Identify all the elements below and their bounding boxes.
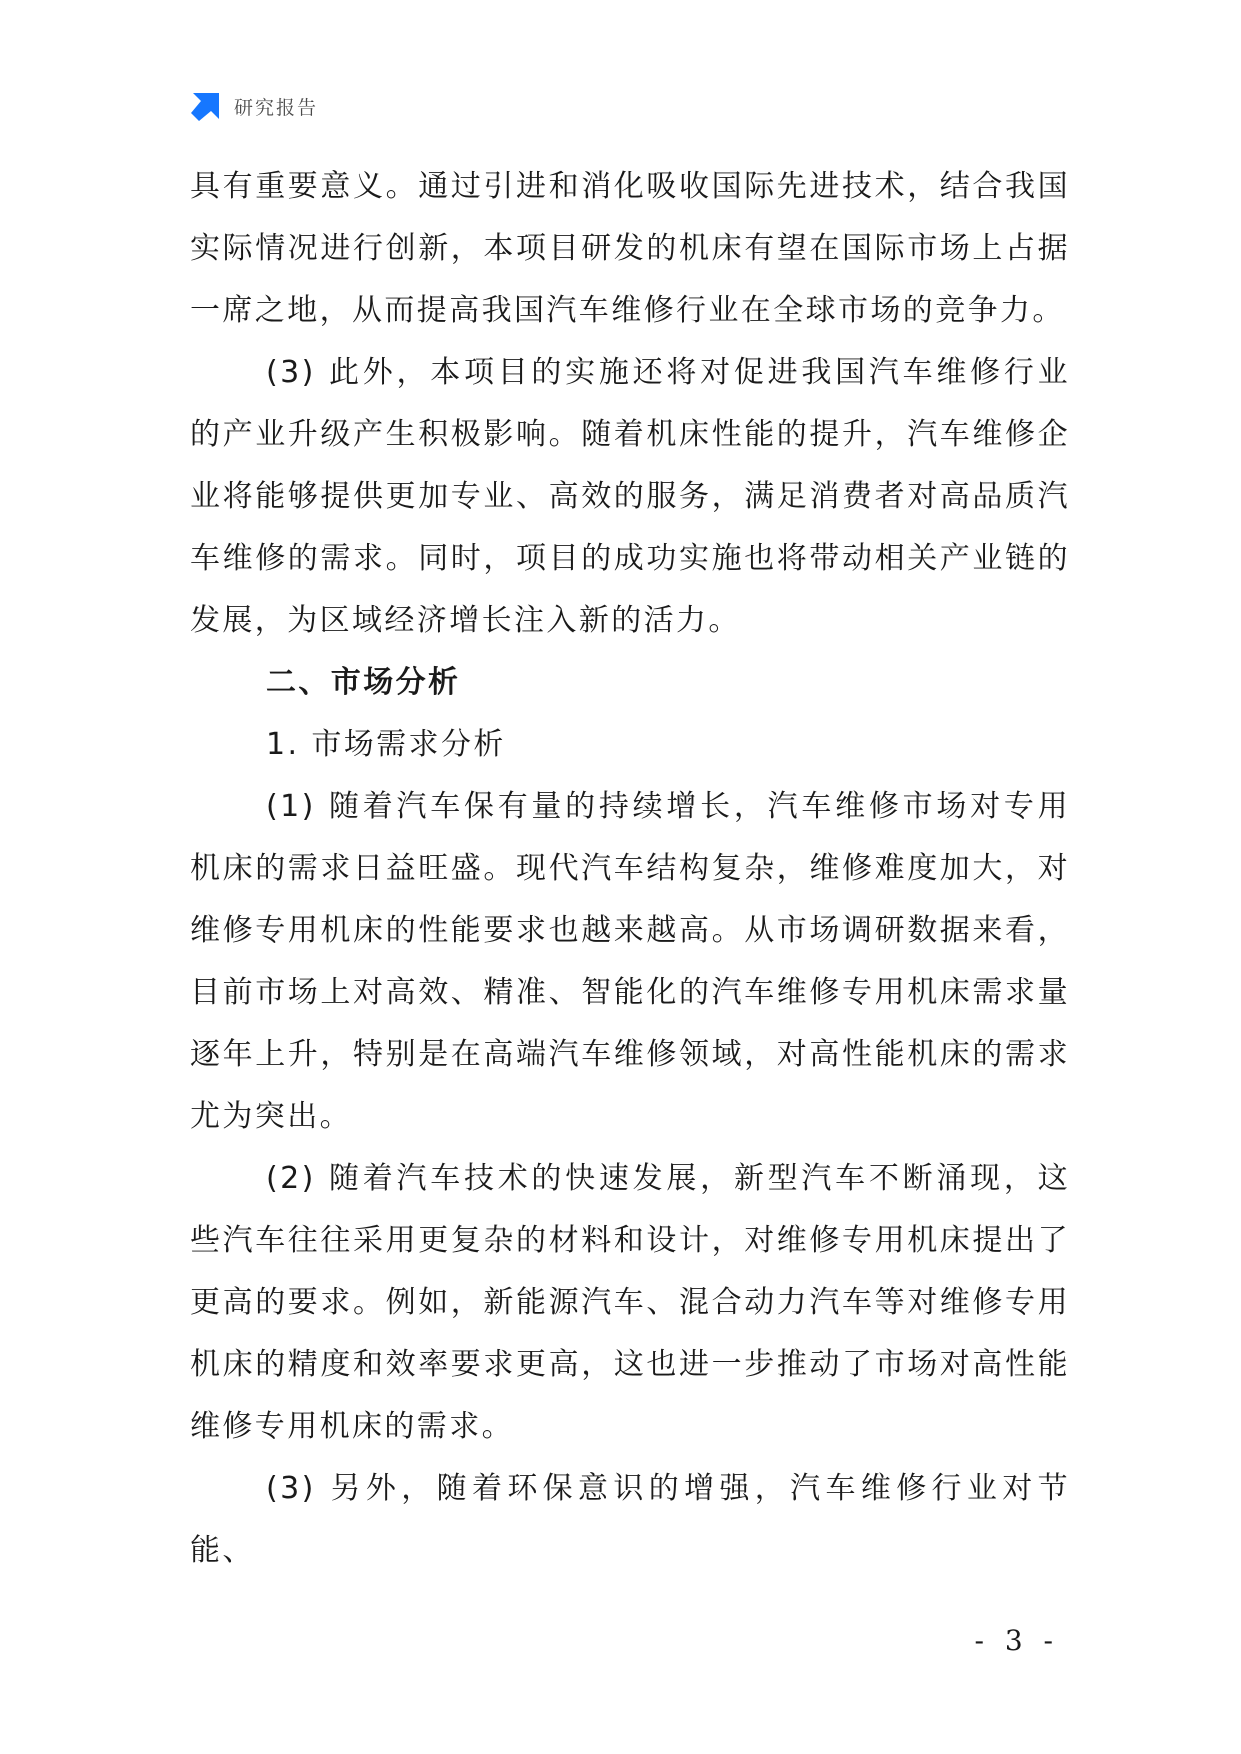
report-header [190,88,318,124]
body-paragraph: (3) 此外，本项目的实施还将对促进我国汽车维修行业的产业升级产生积极影响。随着机床性能的提升，汽车维修企业将能够提供更加专业、高效的服务，满足消费者对高品质汽车维修的需求。同时，项目的成功实施也将带动相关产业链的发展，为区域经济增长注入新的活力。 [190,355,1070,638]
document-body [190,156,1070,1582]
market-paragraph: (3) 另外，随着环保意识的增强，汽车维修行业对节能、 [190,1471,1070,1568]
market-paragraph: (2) 随着汽车技术的快速发展，新型汽车不断涌现，这些汽车往往采用更复杂的材料和设计，对维修专用机床提出了更高的要求。例如，新能源汽车、混合动力汽车等对维修专用机床的精度和效率要求更高，这也进一步推动了市场对高性能维修专用机床的需求。 [190,1161,1070,1444]
arrow-up-right-logo-icon [190,90,222,122]
page-number: - 3 - [974,1624,1059,1657]
subsection-heading: 1. 市场需求分析 [266,727,506,762]
header-title: 研究报告 [234,96,319,119]
body-paragraph: 具有重要意义。通过引进和消化吸收国际先进技术，结合我国实际情况进行创新，本项目研发的机床有望在国际市场上占据一席之地，从而提高我国汽车维修行业在全球市场的竞争力。 [190,169,1070,328]
market-paragraph: (1) 随着汽车保有量的持续增长，汽车维修市场对专用机床的需求日益旺盛。现代汽车结构复杂，维修难度加大，对维修专用机床的性能要求也越来越高。从市场调研数据来看，目前市场上对高效、精准、智能化的汽车维修专用机床需求量逐年上升，特别是在高端汽车维修领域，对高性能机床的需求尤为突出。 [190,789,1070,1134]
section-heading: 二、市场分析 [266,665,461,700]
